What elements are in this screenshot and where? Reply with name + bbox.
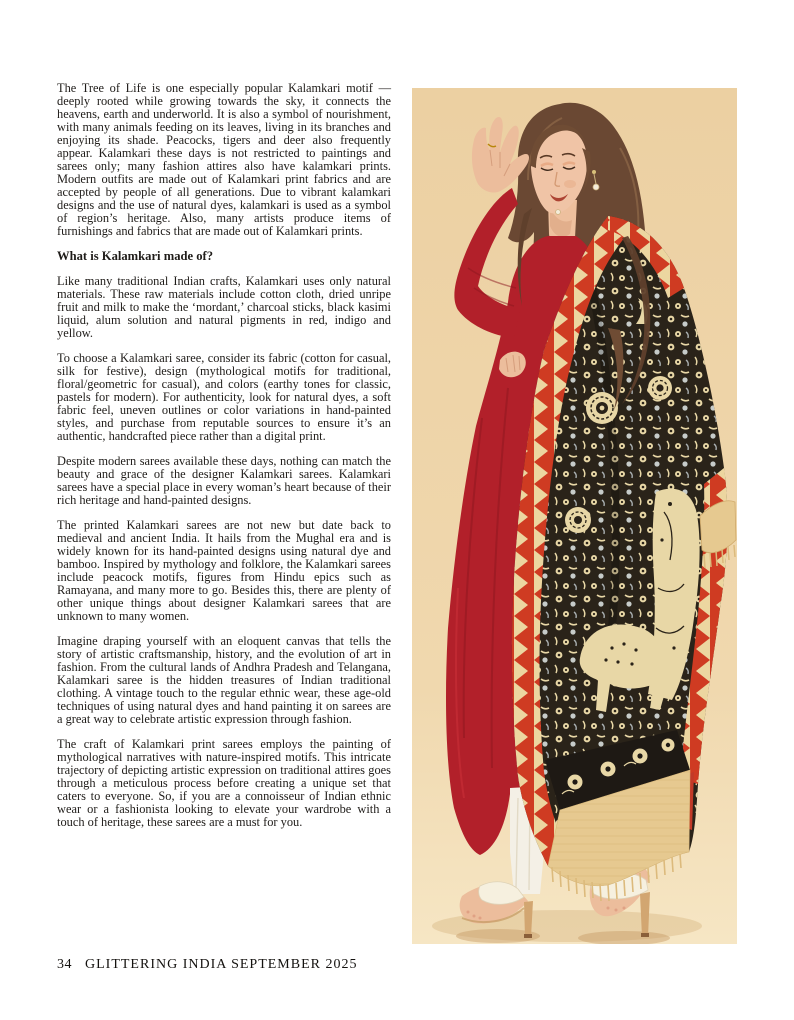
article-paragraph-2: Like many traditional Indian crafts, Kalamkari uses only natural materials. These raw materials include cotton cloth, dried unripe fruit and milk to make the ‘mordant,’ charcoal sticks, black kasimi liquid, alum solution and natural pigments in red, indigo and yellow. [57,274,391,340]
magazine-title: GLITTERING INDIA SEPTEMBER 2025 [85,957,358,972]
kalamkari-model-photo [412,88,737,944]
article-paragraph-3: To choose a Kalamkari saree, consider its fabric (cotton for casual, silk for festive), design (mythological motifs for traditional, floral/geometric for casual), and colors (earthy tones for classic, pastels for modern). For authenticity, look for natural dyes, a soft fabric feel, uneven outlines or color variations in hand-painted styles, and purchase from reputable sources to ensure it’s an authentic, handcrafted piece rather than a digital print. [57,351,391,443]
article-paragraph-4: Despite modern sarees available these days, nothing can match the beauty and grace of the designer Kalamkari sarees. Kalamkari sarees have a special place in every woman’s heart because of their rich heritage and hand-painted designs. [57,454,391,507]
article-paragraph-5: The printed Kalamkari sarees are not new but date back to medieval and ancient India. It hails from the Mughal era and is widely known for its hand-painted designs using natural dye and bamboo. Inspired by mythology and folklore, the Kalamkari sarees include peacock motifs, figures from Hindu epics such as Ramayana, and many more to go. Besides this, there are plenty of other unique things about designer Kalamkari sarees that are unknown to many women. [57,518,391,623]
page-number: 34 [57,957,72,972]
article-text-column [57,82,391,829]
section-heading: What is Kalamkari made of? [57,249,214,263]
article-paragraph-6: Imagine draping yourself with an eloquent canvas that tells the story of artistic craftsmanship, history, and the evolution of art in fashion. From the cultural lands of Andhra Pradesh and Telangana, Kalamkari saree is the hidden treasures of Indian traditional clothing. A vintage touch to the regular ethnic wear, these age-old techniques of using natural dyes and hand painting it on sarees are a great way to celebrate artistic expression through fashion. [57,634,391,726]
article-paragraph-7: The craft of Kalamkari print sarees employs the painting of mythological narratives with nature-inspired motifs. This intricate trajectory of depicting artistic expression on traditional attires goes through a meticulous process before creating a unique set that caters to everyone. So, if you are a connoisseur of Indian ethnic wear or a fashionista looking to elevate your wardrobe with a touch of heritage, these sarees are a must for you. [57,737,391,829]
article-paragraph-1: The Tree of Life is one especially popular Kalamkari motif — deeply rooted while growing towards the sky, it connects the heavens, earth and underworld. It is also a symbol of nourishment, with many animals feeding on its leaves, living in its branches and enjoying its shade. Peacocks, tigers and deer also frequently appear. Kalamkari these days is not restricted to paintings and sarees only; many fashion attires also have kalamkari prints. Modern outfits are made out of Kalamkari print fabrics and are accepted by people of all generations. Due to vibrant kalamkari designs and the use of natural dyes, kalamkari is used as a symbol of region’s heritage. Also, many artists produce items of furnishings and fabrics that are made out of Kalamkari prints. [57,81,391,238]
page-footer [57,957,358,973]
model-photo-illustration [412,88,737,944]
